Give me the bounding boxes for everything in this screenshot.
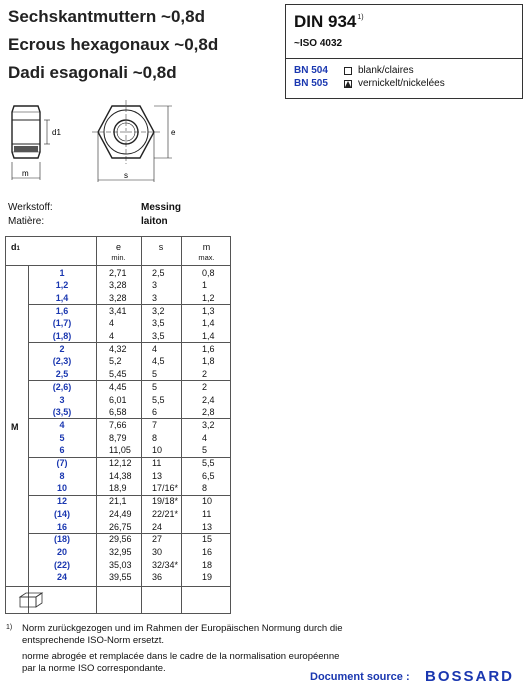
row-s: 24 xyxy=(152,521,163,532)
row-e: 8,79 xyxy=(109,432,127,443)
row-e: 39,55 xyxy=(109,572,132,583)
row-m: 11 xyxy=(202,508,212,519)
footnote-de-2: entsprechende ISO-Norm ersetzt. xyxy=(22,635,165,646)
row-diameter: 1,2 xyxy=(55,280,69,291)
row-m: 1,4 xyxy=(202,318,215,329)
row-s: 17/16* xyxy=(152,483,179,494)
row-e: 7,66 xyxy=(109,419,127,430)
row-s: 5 xyxy=(152,381,158,392)
row-diameter: 8 xyxy=(59,470,65,481)
row-diameter: 2,5 xyxy=(55,369,69,380)
row-m: 2,8 xyxy=(202,407,215,418)
material-label-de: Werkstoff: xyxy=(8,202,53,213)
row-s: 10 xyxy=(152,445,163,456)
row-e: 12,12 xyxy=(109,458,132,468)
row-m: 1,8 xyxy=(202,356,215,367)
row-m: 2 xyxy=(202,381,208,392)
material-value-fr: laiton xyxy=(141,216,168,227)
row-diameter: 1 xyxy=(59,267,65,278)
row-m: 1,2 xyxy=(202,292,215,303)
footnote-fr-1: norme abrogée et remplacée dans le cadre de la normalisation européenne xyxy=(22,651,340,662)
row-s: 3 xyxy=(152,280,158,291)
label-m: m xyxy=(22,169,29,178)
row-s: 36 xyxy=(152,572,163,583)
row-diameter: (22) xyxy=(53,559,70,570)
row-s: 3,5 xyxy=(152,331,165,341)
row-s: 5 xyxy=(152,369,158,380)
row-m: 15 xyxy=(202,534,213,545)
row-e: 2,71 xyxy=(109,267,127,278)
row-diameter: (1,7) xyxy=(52,318,72,329)
row-s: 3,2 xyxy=(152,305,165,316)
row-s: 2,5 xyxy=(152,267,165,278)
row-e: 4 xyxy=(109,331,115,341)
row-e: 3,28 xyxy=(109,280,127,291)
header-d1: d1 xyxy=(11,242,20,252)
nut-drawing xyxy=(0,96,200,192)
row-s: 27 xyxy=(152,534,163,545)
row-m: 1,3 xyxy=(202,305,215,316)
variant-code: BN 504 xyxy=(294,65,328,76)
row-diameter: 3 xyxy=(59,394,65,405)
row-diameter: 16 xyxy=(56,521,67,532)
document-source-label: Document source : xyxy=(310,671,410,683)
header-e-sub: min. xyxy=(111,253,126,262)
row-e: 29,56 xyxy=(109,534,132,545)
row-diameter: (2,3) xyxy=(52,356,72,367)
row-diameter: 20 xyxy=(56,546,67,557)
row-diameter: 12 xyxy=(56,496,67,507)
row-s: 3 xyxy=(152,292,158,303)
row-s: 3,5 xyxy=(152,318,165,329)
row-diameter: (18) xyxy=(53,534,70,545)
filled-triangle-square-icon xyxy=(344,80,352,88)
footnote-mark: 1) xyxy=(6,624,13,631)
row-e: 18,9 xyxy=(109,483,127,494)
row-m: 18 xyxy=(202,559,213,570)
row-m: 5,5 xyxy=(202,458,215,468)
header-m: m xyxy=(202,242,211,252)
title-it: Dadi esagonali ~0,8d xyxy=(8,63,177,82)
row-m: 2 xyxy=(202,369,208,380)
footnote-fr-2: par la norme ISO correspondante. xyxy=(22,663,166,674)
row-e: 6,58 xyxy=(109,407,127,418)
dimensions-table xyxy=(5,236,231,614)
row-diameter: 2 xyxy=(59,343,65,354)
bossard-logo: BOSSARD xyxy=(425,668,515,685)
row-m: 0,8 xyxy=(202,267,215,278)
header-m-sub: max. xyxy=(198,253,215,262)
row-s: 19/18* xyxy=(152,496,179,507)
label-e: e xyxy=(171,128,176,137)
row-diameter: 5 xyxy=(59,432,65,443)
row-e: 11,05 xyxy=(109,445,131,456)
row-m: 8 xyxy=(202,483,208,494)
row-diameter: 1,4 xyxy=(55,292,69,303)
row-s: 30 xyxy=(152,546,163,557)
title-fr: Ecrous hexagonaux ~0,8d xyxy=(8,35,219,54)
variant-row-bn505 xyxy=(294,78,445,89)
row-m: 13 xyxy=(202,521,213,532)
row-diameter: (3,5) xyxy=(52,407,72,418)
row-m: 1 xyxy=(202,280,208,291)
row-diameter: (1,8) xyxy=(52,331,72,341)
row-diameter: (2,6) xyxy=(52,381,72,392)
variant-finish: vernickelt/nickelées xyxy=(358,78,445,89)
header-e: e xyxy=(115,242,121,252)
thread-prefix: M xyxy=(11,422,19,432)
row-m: 10 xyxy=(202,496,213,507)
row-s: 7 xyxy=(152,419,158,430)
variant-row-bn504 xyxy=(294,65,414,76)
variant-finish: blank/claires xyxy=(358,65,414,76)
row-s: 11 xyxy=(152,458,162,468)
row-e: 14,38 xyxy=(109,470,132,481)
row-diameter: (14) xyxy=(53,508,70,519)
open-square-icon xyxy=(344,67,352,75)
row-s: 13 xyxy=(152,470,163,481)
row-e: 4,32 xyxy=(109,343,127,354)
row-m: 5 xyxy=(202,445,208,456)
row-e: 26,75 xyxy=(109,521,132,532)
row-m: 1,4 xyxy=(202,331,215,341)
row-e: 32,95 xyxy=(109,546,132,557)
header-s: s xyxy=(158,242,164,252)
row-diameter: 1,6 xyxy=(55,305,69,316)
row-m: 19 xyxy=(202,572,213,583)
row-e: 35,03 xyxy=(109,559,132,570)
variant-code: BN 505 xyxy=(294,78,328,89)
row-diameter: 6 xyxy=(59,445,65,456)
row-e: 3,28 xyxy=(109,292,127,303)
row-e: 24,49 xyxy=(109,508,132,519)
material-value-de: Messing xyxy=(141,202,182,213)
row-m: 1,6 xyxy=(202,343,215,354)
row-m: 6,5 xyxy=(202,470,215,481)
row-diameter: (7) xyxy=(56,458,68,468)
iso-equivalent: ~ISO 4032 xyxy=(294,38,343,49)
row-diameter: 24 xyxy=(56,572,67,583)
row-s: 4 xyxy=(152,343,158,354)
row-s: 32/34* xyxy=(152,559,179,570)
row-s: 4,5 xyxy=(152,356,165,367)
row-diameter: 10 xyxy=(56,483,67,494)
row-s: 6 xyxy=(152,407,158,418)
row-m: 2,4 xyxy=(202,394,215,405)
row-m: 3,2 xyxy=(202,419,215,430)
material-label-fr: Matière: xyxy=(8,216,45,227)
row-diameter: 4 xyxy=(59,419,65,430)
title-de: Sechskantmuttern ~0,8d xyxy=(8,7,205,26)
row-e: 5,2 xyxy=(109,356,122,367)
row-e: 3,41 xyxy=(109,305,127,316)
row-e: 4 xyxy=(109,318,115,329)
row-e: 4,45 xyxy=(109,381,127,392)
row-s: 22/21* xyxy=(152,508,179,519)
row-s: 8 xyxy=(152,432,158,443)
label-d1: d1 xyxy=(52,128,61,137)
din-footnote-mark: 1) xyxy=(357,14,364,21)
din-number: DIN 934$^{1)}$ xyxy=(294,12,364,31)
row-s: 5,5 xyxy=(152,394,165,405)
footnote-de-1: Norm zurückgezogen und im Rahmen der Europäischen Normung durch die xyxy=(22,623,343,634)
package-icon xyxy=(18,591,46,609)
label-s: s xyxy=(124,171,128,180)
row-e: 5,45 xyxy=(109,369,127,380)
row-m: 16 xyxy=(202,546,213,557)
row-m: 4 xyxy=(202,432,208,443)
standard-box xyxy=(285,4,523,99)
row-e: 21,1 xyxy=(109,496,127,507)
row-e: 6,01 xyxy=(109,394,127,405)
